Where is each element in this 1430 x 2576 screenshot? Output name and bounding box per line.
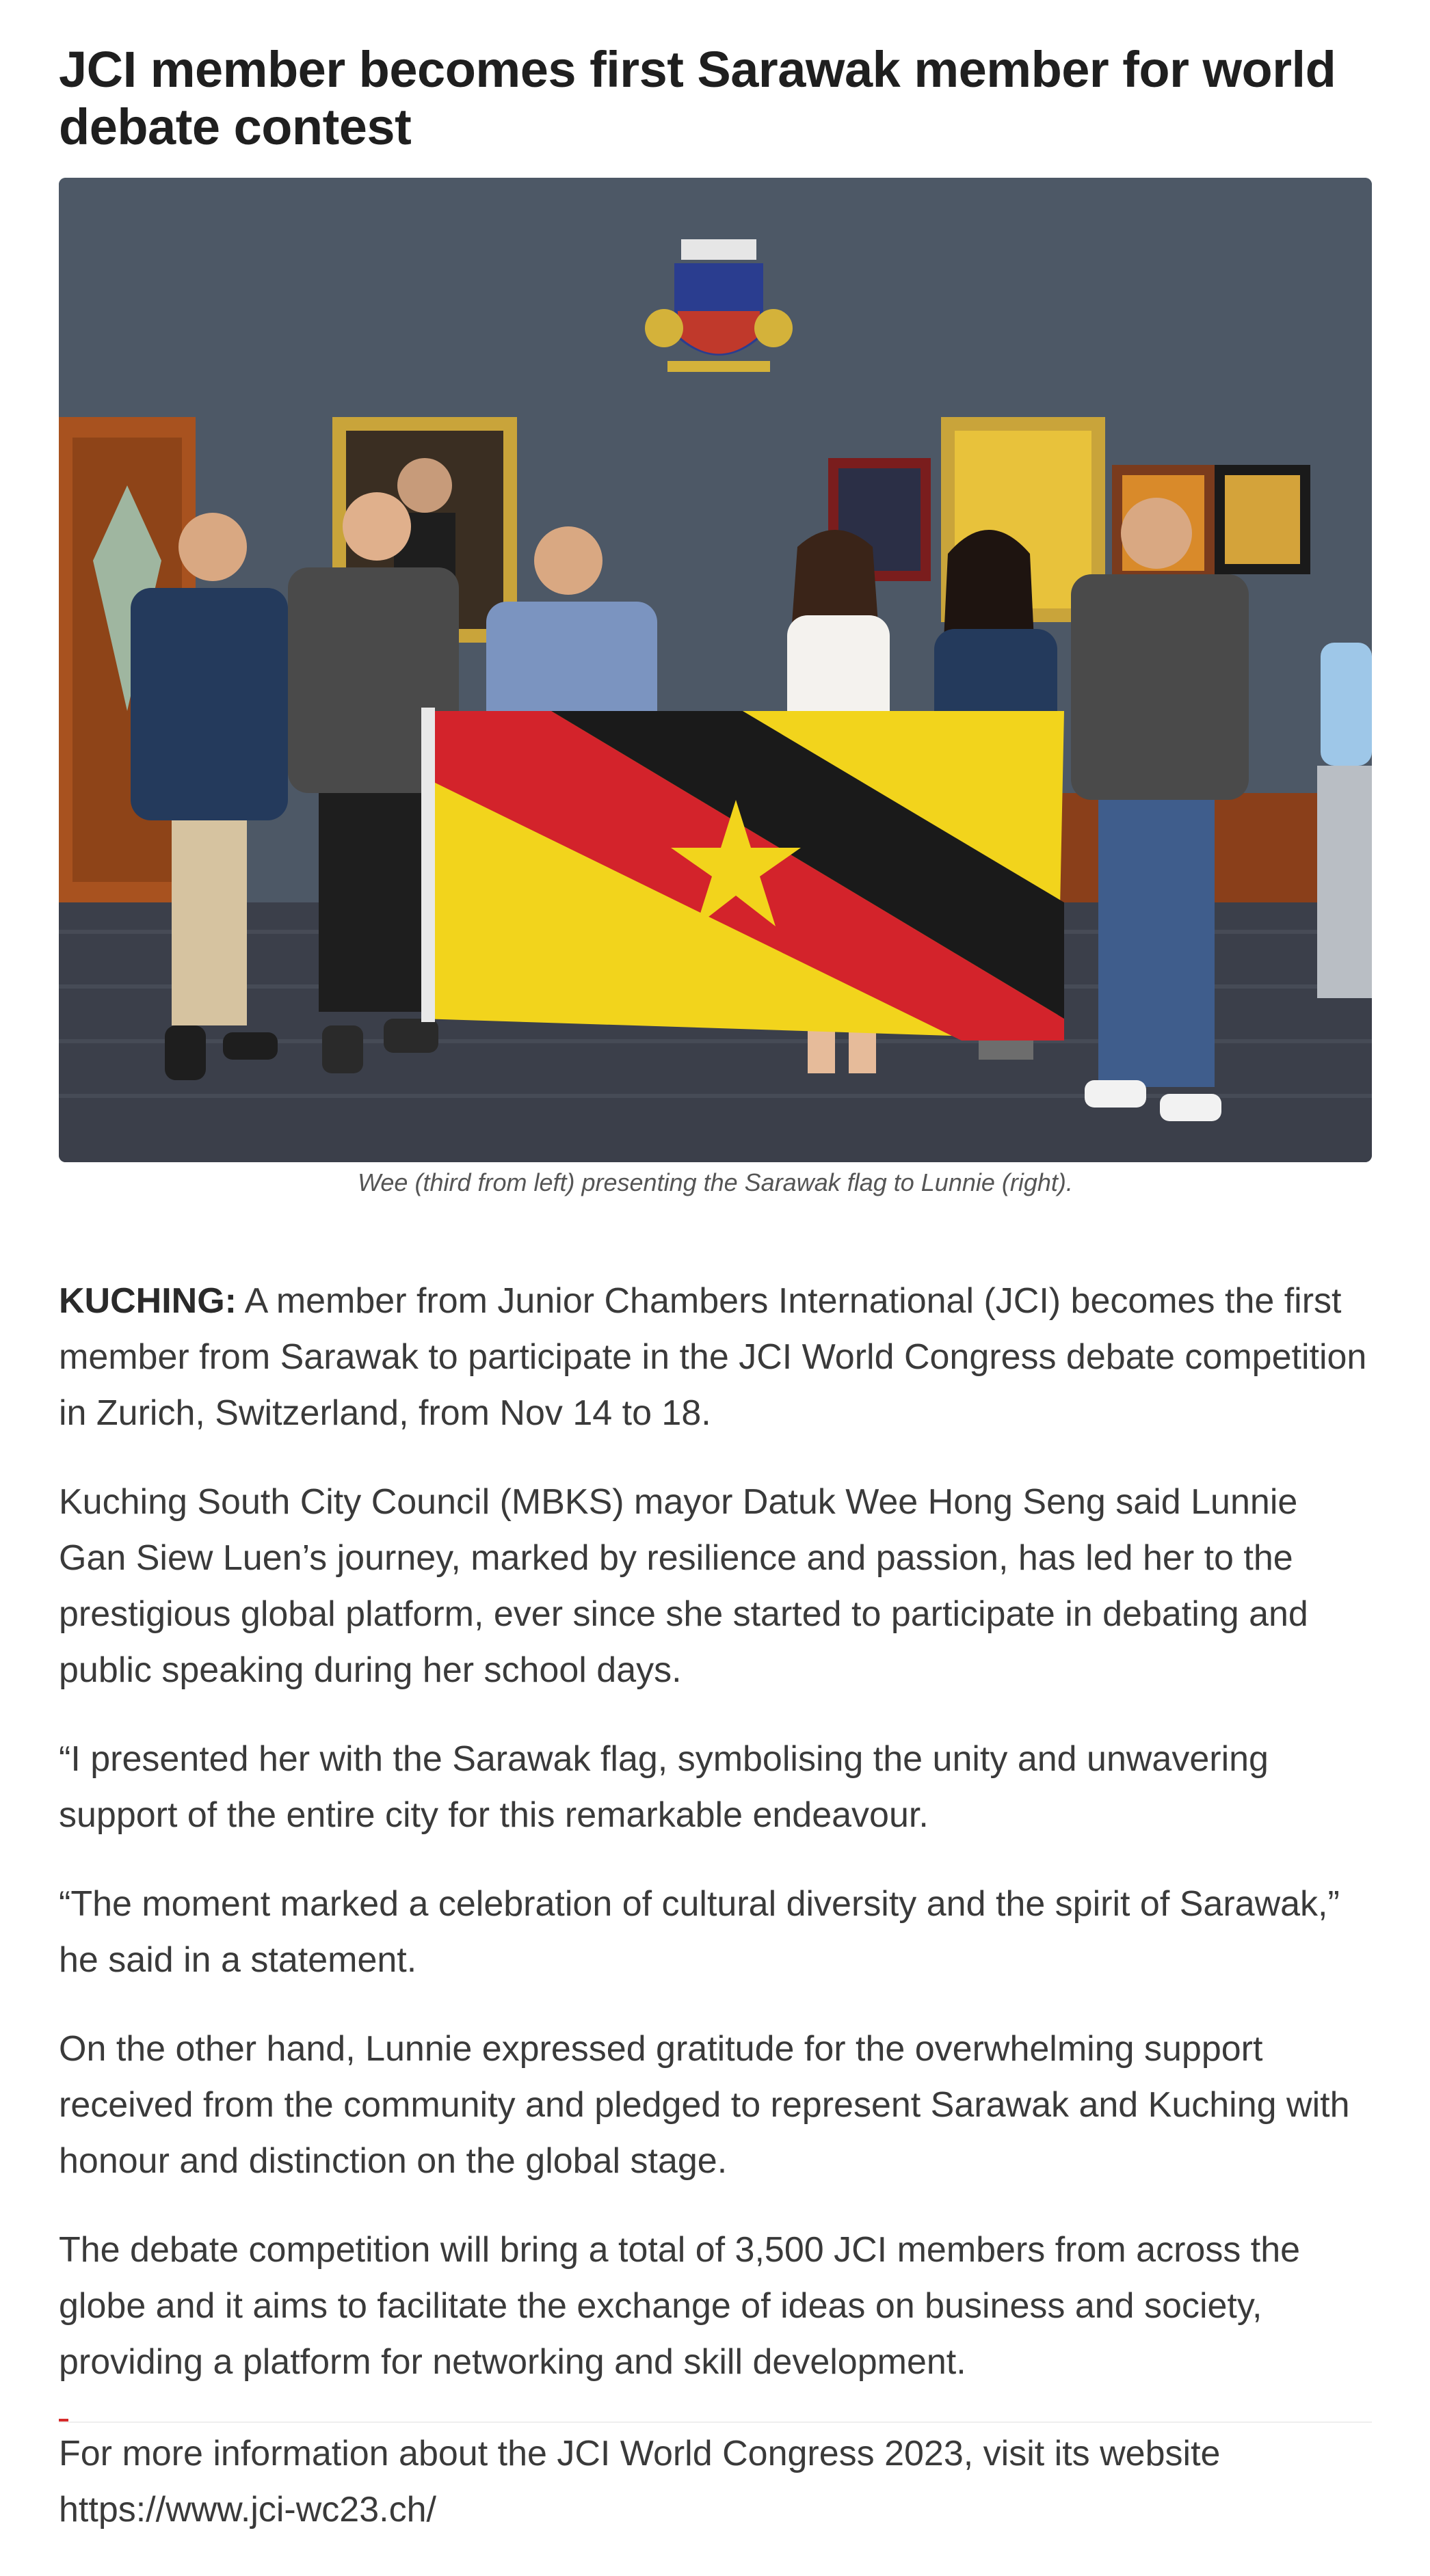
paragraph-1-text: A member from Junior Chambers International (JCI) becomes the first member from Sarawak to participate in the JCI World Congress debate competition in Zurich, Switzerland, from Nov 14 to 18. bbox=[59, 1281, 1367, 1433]
article-photo bbox=[59, 178, 1372, 1162]
photo-illustration bbox=[59, 178, 1372, 1162]
paragraph-3: “I presented her with the Sarawak flag, symbolising the unity and unwavering support of the entire city for this remarkable endeavour. bbox=[59, 1739, 1269, 1835]
website-link[interactable]: https://www.jci-wc23.ch/ bbox=[59, 2490, 436, 2530]
water-bottle bbox=[1321, 643, 1372, 766]
article-body bbox=[59, 1273, 1372, 2423]
footer-note bbox=[59, 2426, 1372, 2538]
paragraph-5: On the other hand, Lunnie expressed gratitude for the overwhelming support received from the community and pledged to represent Sarawak and Kuching with honour and distinction on the global stage. bbox=[59, 2029, 1350, 2181]
footer-note-text: For more information about the JCI World Congress 2023, visit its website bbox=[59, 2434, 1221, 2473]
sarawak-flag bbox=[421, 708, 1064, 1041]
paragraph-4: “The moment marked a celebration of cultural diversity and the spirit of Sarawak,” he said in a statement. bbox=[59, 1884, 1340, 1980]
photo-caption: Wee (third from left) presenting the Sarawak flag to Lunnie (right). bbox=[358, 1168, 1073, 1196]
paragraph-6: The debate competition will bring a total of 3,500 JCI members from across the globe and it aims to facilitate the exchange of ideas on business and society, providing a platform for networking and skill development. bbox=[59, 2230, 1301, 2382]
divider-accent bbox=[59, 2419, 68, 2421]
dateline: KUCHING: bbox=[59, 1281, 237, 1321]
paragraph-2: Kuching South City Council (MBKS) mayor Datuk Wee Hong Seng said Lunnie Gan Siew Luen’s journey, marked by resilience and passion, has led her to the prestigious global platform, ever since she started to participate in debating and public speaking during her school days. bbox=[59, 1482, 1308, 1690]
divider bbox=[59, 2421, 1372, 2423]
paragraph-1 bbox=[59, 1273, 1372, 1441]
article-headline: JCI member becomes first Sarawak member for world debate contest bbox=[59, 41, 1336, 155]
